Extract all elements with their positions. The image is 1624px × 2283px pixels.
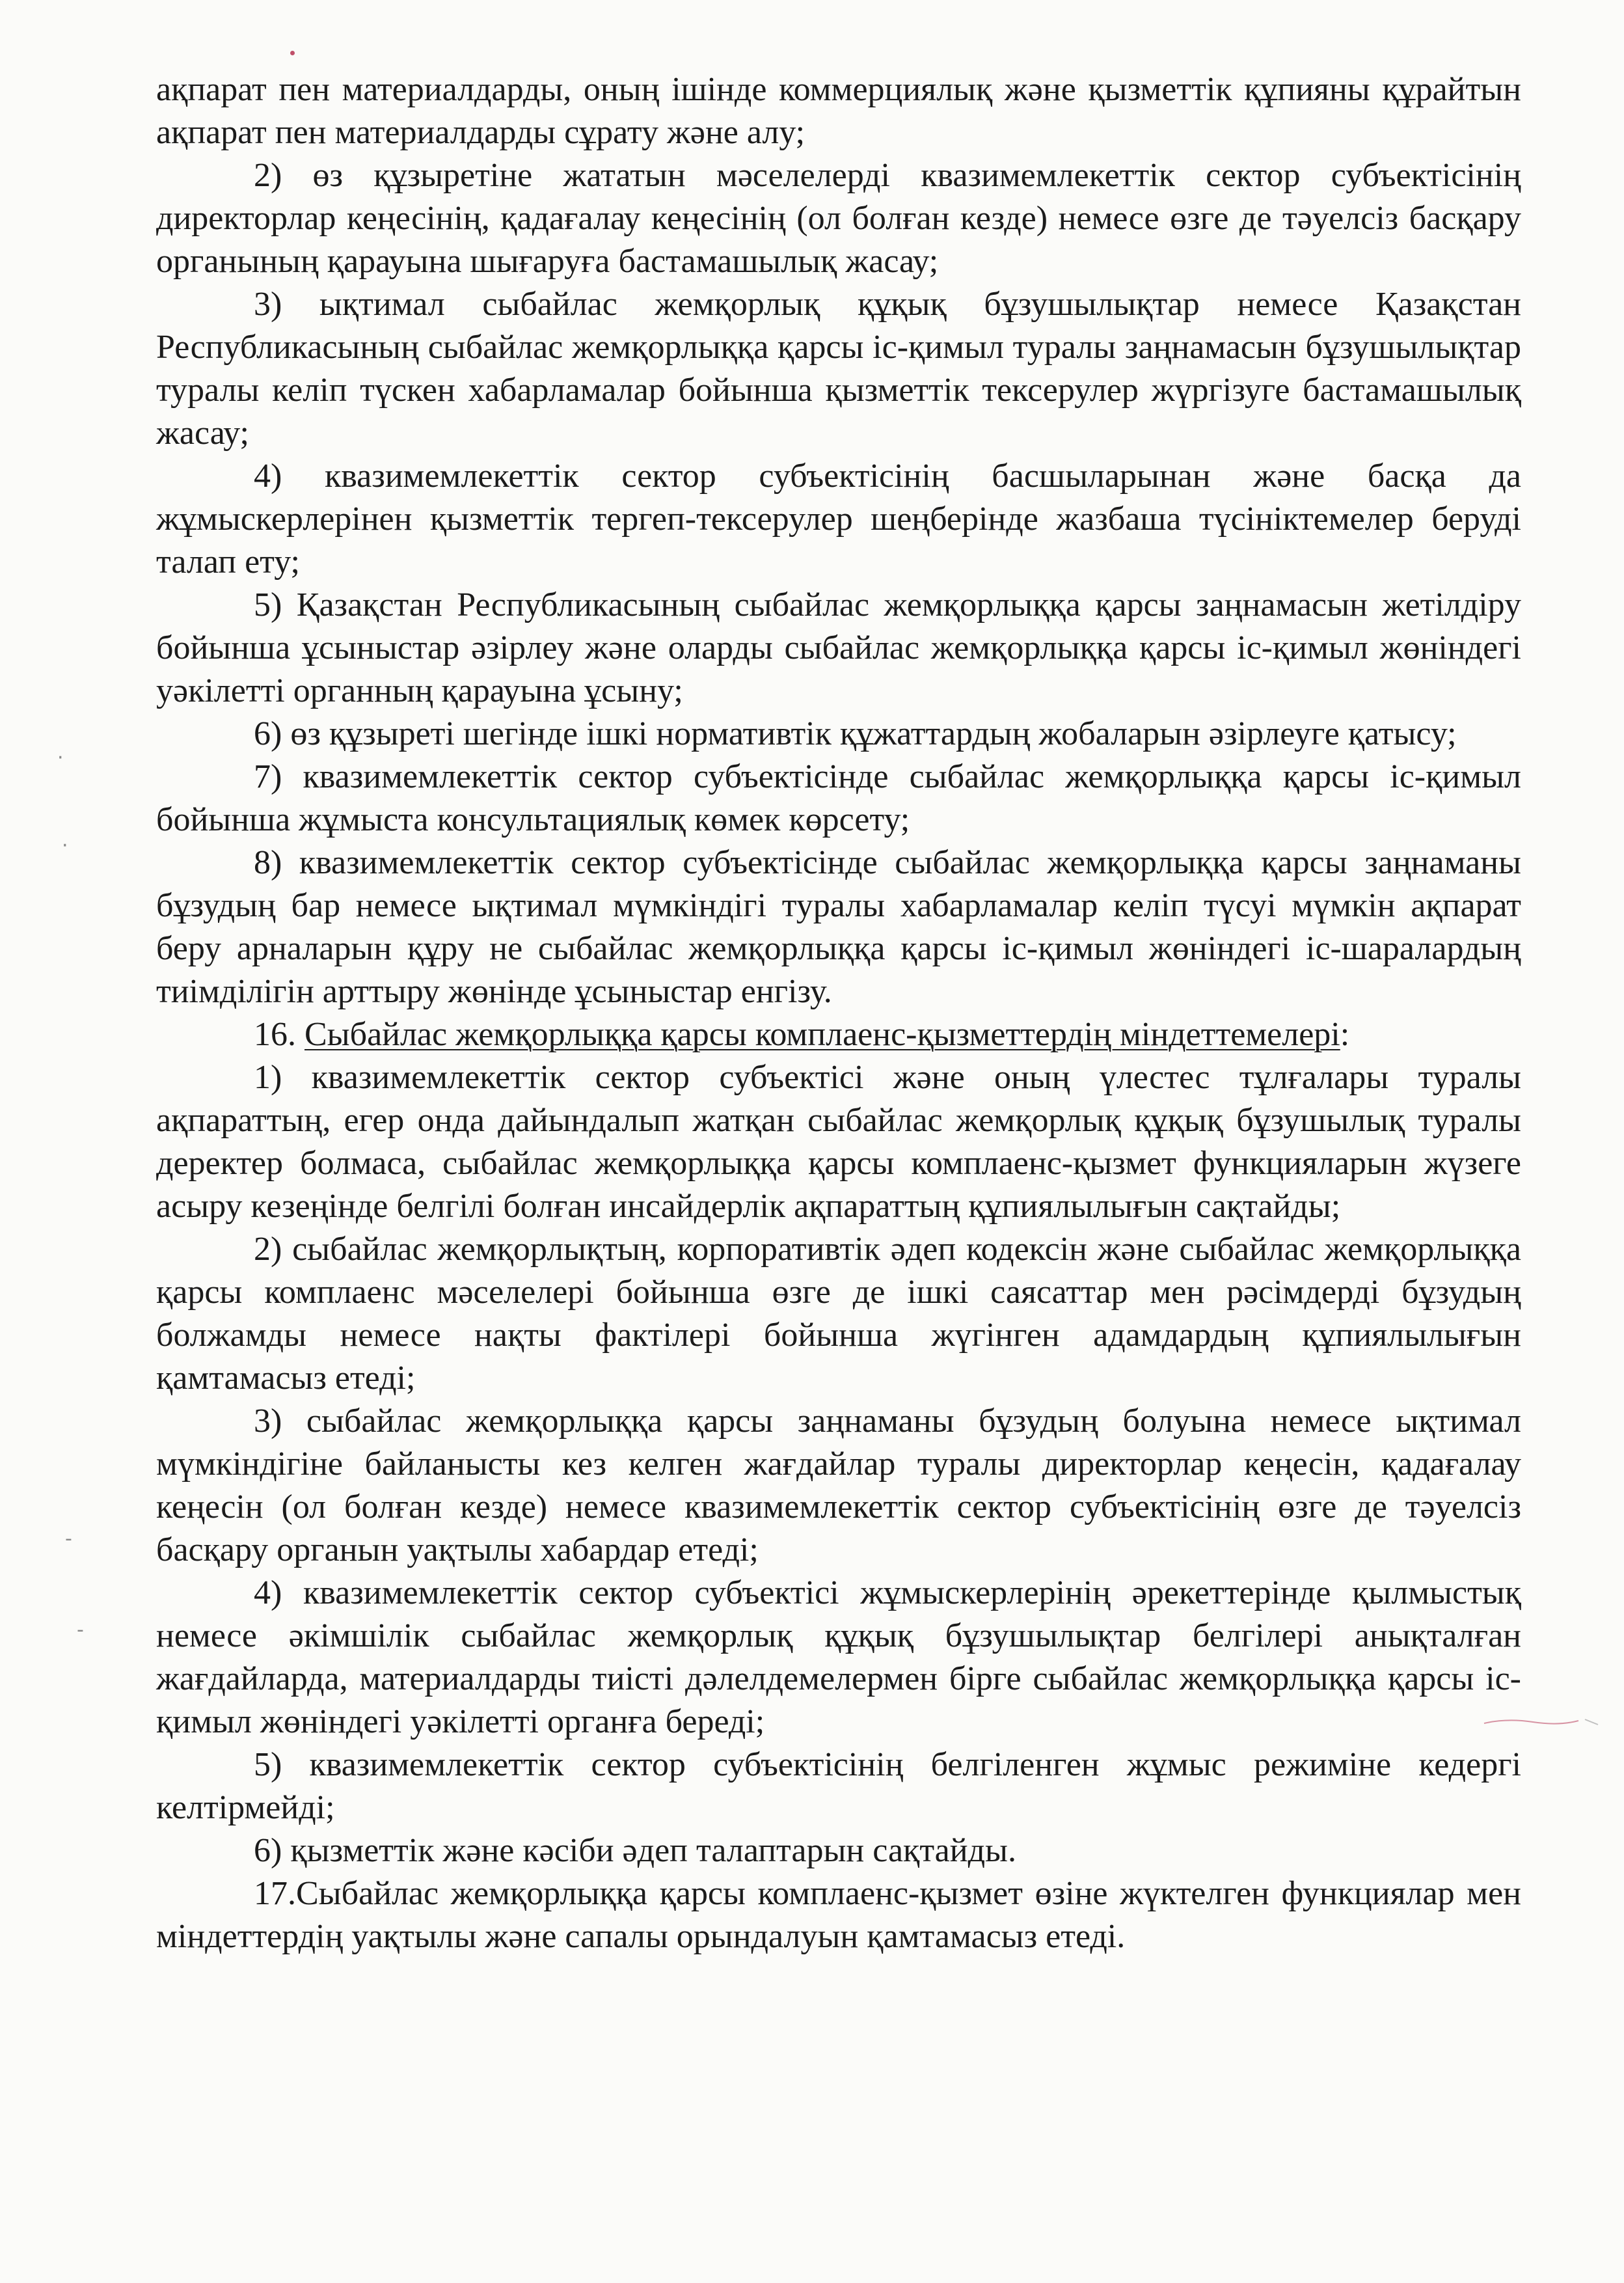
section-17-paragraph: 17.Сыбайлас жемқорлыққа қарсы комплаенс-қызмет өзіне жүктелген функциялар мен міндеттердің уақтылы және сапалы орындалуын қамтамасыз етеді. xyxy=(156,1875,1521,1955)
section-16-heading xyxy=(156,1013,1521,1056)
section-16-colon: : xyxy=(1340,1016,1350,1053)
obligation-item-5: 5) квазимемлекеттік сектор субъектісінің белгіленген жұмыс режиміне кедергі келтірмейді; xyxy=(156,1746,1521,1826)
list-item-7: 7) квазимемлекеттік сектор субъектісінде сыбайлас жемқорлыққа қарсы іс-қимыл бойынша жұмыста консультациялық көмек көрсету; xyxy=(156,758,1521,838)
obligation-item-4: 4) квазимемлекеттік сектор субъектісі жұмыскерлерінің әрекеттерінде қылмыстық немесе әкімшілік сыбайлас жемқорлық құқық бұзушылықтар белгілері анықталған жағдайларда, материалдарды тиісті дәлелдемелермен бірге сыбайлас жемқорлыққа қарсы іс-қимыл жөніндегі уәкілетті органға береді; xyxy=(156,1574,1521,1740)
obligation-item-6: 6) қызметтік және кәсіби әдеп талаптарын сақтайды. xyxy=(254,1832,1016,1869)
paragraph-continuation: ақпарат пен материалдарды, оның ішінде коммерциялық және қызметтік құпияны құрайтын ақпарат пен материалдарды сұрату және алу; xyxy=(156,71,1521,151)
scan-mark: - xyxy=(65,1527,72,1550)
list-item-4: 4) квазимемлекеттік сектор субъектісінің басшыларынан және басқа да жұмыскерлерінен қызметтік тергеп-тексерулер шеңберінде жазбаша түсініктемелер беруді талап ету; xyxy=(156,458,1521,581)
pen-scribble-mark xyxy=(1481,1712,1604,1731)
section-16-number: 16. xyxy=(254,1016,304,1053)
scan-mark: - xyxy=(77,1619,84,1641)
obligation-item-1: 1) квазимемлекеттік сектор субъектісі және оның үлестес тұлғалары туралы ақпараттың, егер онда дайындалып жатқан сыбайлас жемқорлық құқық бұзушылық туралы деректер болмаса, сыбайлас жемқорлыққа қарсы комплаенс-қызмет функцияларын жүзеге асыру кезеңінде белгілі болған инсайдерлік ақпараттың құпиялылығын сақтайды; xyxy=(156,1059,1521,1225)
scan-mark: · xyxy=(57,746,64,769)
section-16-title: Сыбайлас жемқорлыққа қарсы комплаенс-қызметтердің міндеттемелері xyxy=(304,1016,1340,1053)
scan-mark: · xyxy=(62,834,68,857)
list-item-3: 3) ықтимал сыбайлас жемқорлық құқық бұзушылықтар немесе Қазақстан Республикасының сыбайлас жемқорлыққа қарсы іс-қимыл туралы заңнамасын бұзушылықтар туралы келіп түскен хабарламалар бойынша қызметтік тексерулер жүргізуге бастамашылық жасау; xyxy=(156,286,1521,452)
list-item-5: 5) Қазақстан Республикасының сыбайлас жемқорлыққа қарсы заңнамасын жетілдіру бойынша ұсыныстар әзірлеу және оларды сыбайлас жемқорлыққа қарсы іс-қимыл жөніндегі уәкілетті органның қарауына ұсыну; xyxy=(156,586,1521,709)
list-item-8: 8) квазимемлекеттік сектор субъектісінде сыбайлас жемқорлыққа қарсы заңнаманы бұзудың бар немесе ықтимал мүмкіндігі туралы хабарламалар келіп түсуі мүмкін ақпарат беру арналарын құру не сыбайлас жемқорлыққа қарсы іс-қимыл жөніндегі іс-шаралардың тиімділігін арттыру жөнінде ұсыныстар енгізу. xyxy=(156,844,1521,1010)
list-item-2: 2) өз құзыретіне жататын мәселелерді квазимемлекеттік сектор субъектісінің директорлар кеңесінің, қадағалау кеңесінің (ол болған кезде) немесе өзге де тәуелсіз басқару органының қарауына шығаруға бастамашылық жасау; xyxy=(156,157,1521,280)
ink-dot xyxy=(290,51,295,55)
obligation-item-2: 2) сыбайлас жемқорлықтың, корпоративтік әдеп кодексін және сыбайлас жемқорлыққа қарсы комплаенс мәселелері бойынша өзге де ішкі саясаттар мен рәсімдерді бұзудың болжамды немесе нақты фактілері бойынша жүгінген адамдардың құпиялылығын қамтамасыз етеді; xyxy=(156,1231,1521,1397)
list-item-6: 6) өз құзыреті шегінде ішкі нормативтік құжаттардың жобаларын әзірлеуге қатысу; xyxy=(254,715,1457,752)
obligation-item-3: 3) сыбайлас жемқорлыққа қарсы заңнаманы бұзудың болуына немесе ықтимал мүмкіндігіне байланысты кез келген жағдайлар туралы директорлар кеңесін, қадағалау кеңесін (ол болған кезде) немесе квазимемлекеттік сектор субъектісінің өзге де тәуелсіз басқару органын уақтылы хабардар етеді; xyxy=(156,1402,1521,1568)
